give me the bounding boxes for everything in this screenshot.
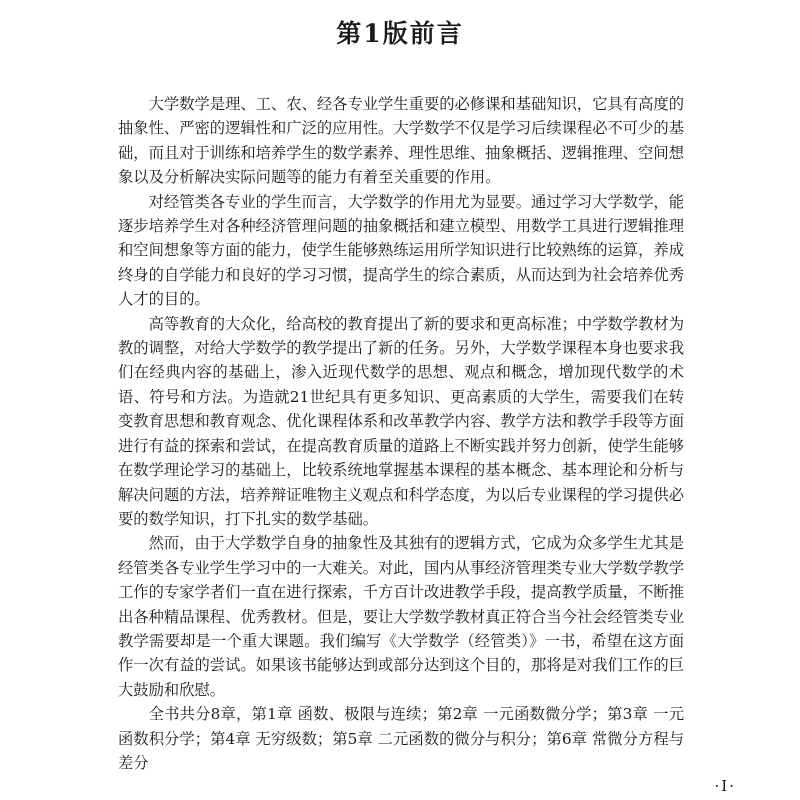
paragraph: 然而，由于大学数学自身的抽象性及其独有的逻辑方式，它成为众多学生尤其是经管类各专业学生学习中的一大难关。对此，国内从事经济管理类专业大学数学教学工作的专家学者们一直在进行探索，千方百计改进教学手段，提高教学质量，不断推出各种精品课程、优秀教材。但是，要让大学数学教材真正符合当今社会经管类专业教学需要却是一个重大课题。我们编写《大学数学（经管类）》一书，希望在这方面作一次有益的尝试。如果该书能够达到或部分达到这个目的，那将是对我们工作的巨大鼓励和欣慰。 [118, 534, 684, 699]
paragraph: 大学数学是理、工、农、经各专业学生重要的必修课和基础知识，它具有高度的抽象性、严密的逻辑性和广泛的应用性。大学数学不仅是学习后续课程必不可少的基础，而且对于训练和培养学生的数学素养、理性思维、抽象概括、逻辑推理、空间想象以及分析解决实际问题等的能力有着至关重要的作用。 [118, 95, 684, 187]
paragraph: 高等教育的大众化，给高校的教育提出了新的要求和更高标准；中学数学教材为教的调整，对给大学数学的教学提出了新的任务。另外，大学数学课程本身也要求我们在经典内容的基础上，渗入近现代数学的思想、观点和概念，增加现代数学的术语、符号和方法。为造就21世纪具有更多知识、更高素质的大学生，需要我们在转变教育思想和教育观念、优化课程体系和改革教学内容、教学方法和教学手段等方面进行有益的探索和尝试，在提高教育质量的道路上不断实践并努力创新，使学生能够在数学理论学习的基础上，比较系统地掌握基本课程的基本概念、基本理论和分析与解决问题的方法，培养辩证唯物主义观点和科学态度，为以后专业课程的学习提供必要的数学知识，打下扎实的数学基础。 [118, 314, 684, 528]
paragraph: 对经管类各专业的学生而言，大学数学的作用尤为显要。通过学习大学数学，能逐步培养学生对各种经济管理问题的抽象概括和建立模型、用数学工具进行逻辑推理和空间想象等方面的能力，使学生能够熟练运用所学知识进行比较熟练的运算，养成终身的自学能力和良好的学习习惯，提高学生的综合素质，从而达到为社会培养优秀人才的目的。 [118, 192, 684, 309]
preface-body [118, 92, 684, 775]
page-number: ·Ⅰ· [714, 777, 736, 795]
paragraph: 全书共分8章，第1章 函数、极限与连续；第2章 一元函数微分学；第3章 一元函数积分学；第4章 无穷级数；第5章 二元函数的微分与积分；第6章 常微分方程与差分 [118, 705, 684, 772]
page-title: 第1版前言 [336, 19, 464, 48]
